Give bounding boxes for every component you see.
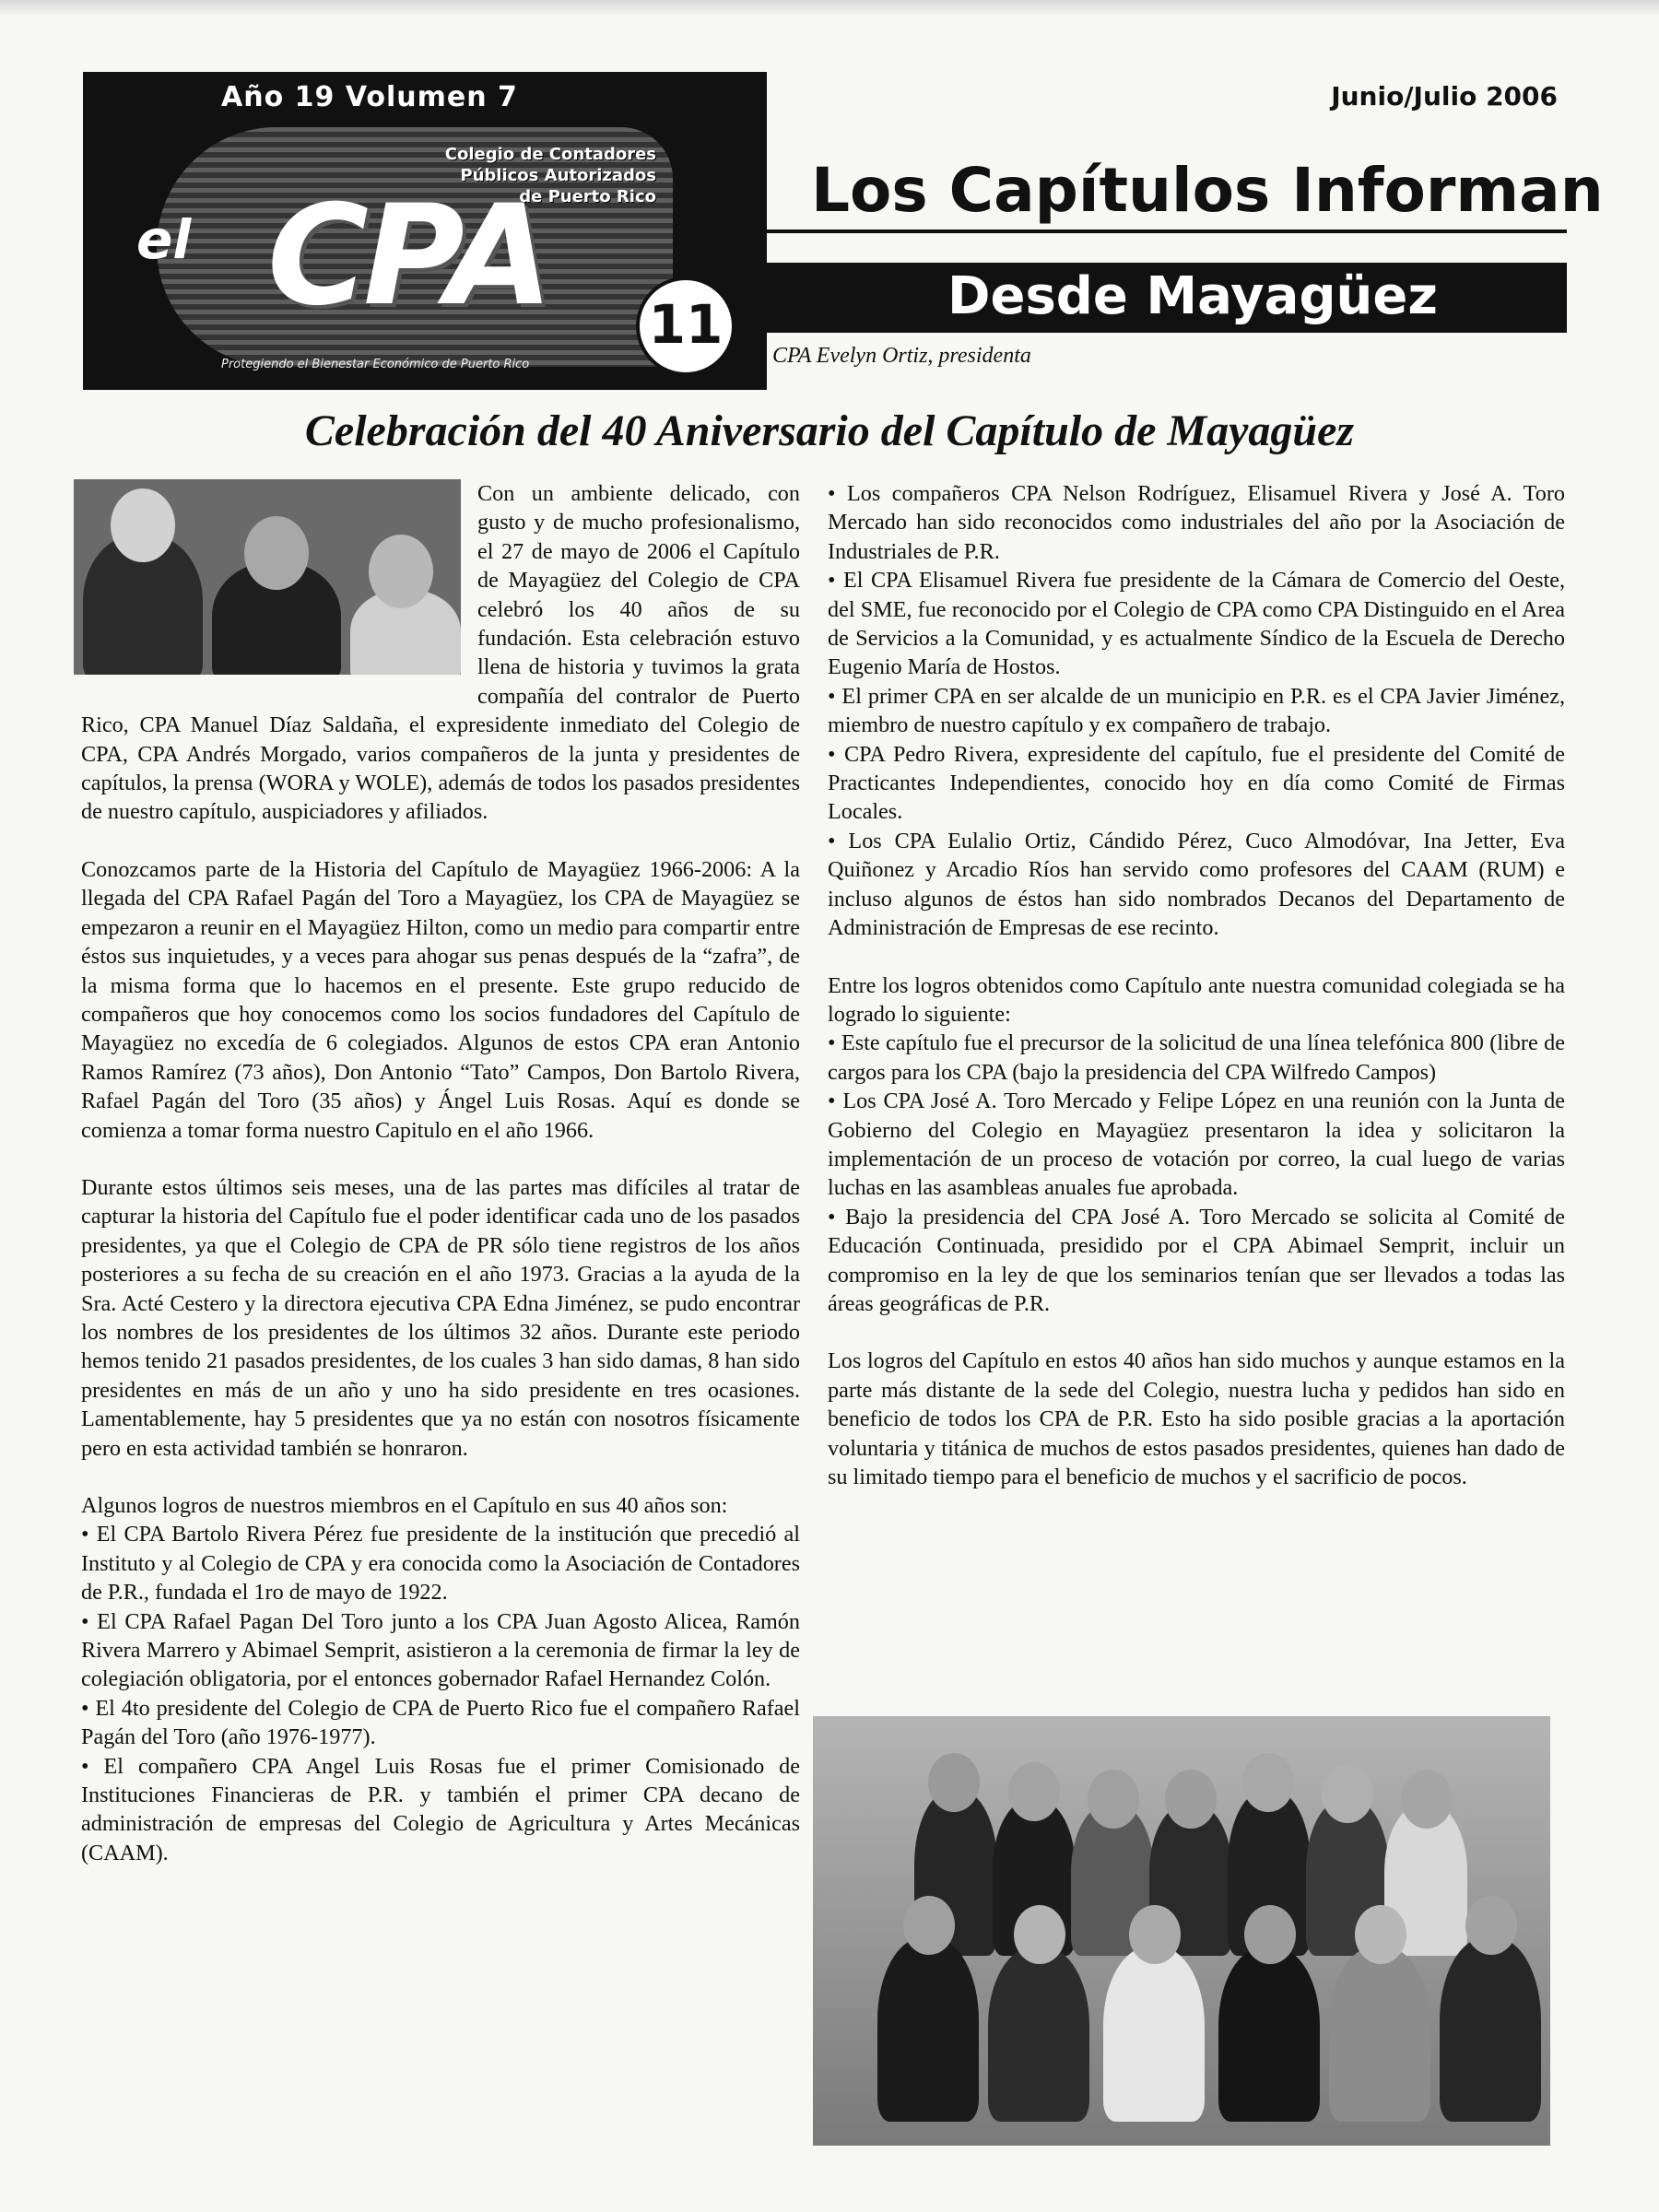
issue-label: Año 19 Volumen 7 (221, 81, 518, 113)
list-item: • El compañero CPA Angel Luis Rosas fue el primer Comisionado de Instituciones Financieras de P.R. y también el primer CPA decano de administración de empresas del Colegio de Agricultura y Artes Mecánicas (CAAM). (81, 1753, 800, 1865)
closing-paragraph: Los logros del Capítulo en estos 40 años han sido muchos y aunque estamos en la parte más distante de la sede del Colegio, nuestra lucha y pedidos han sido en beneficio de todos los CPA de P.R. Esto ha sido posible gracias a la aportación voluntaria y titánica de muchos de estos pasados presidentes, quienes han dado de su limitado tiempo para el beneficio de muchos y el sacrificio de pocos. (828, 1348, 1565, 1489)
paragraph: Con un ambiente delicado, con gusto y de mucho profesionalismo, el 27 de mayo de 2006 el Capítulo de Mayagüez del Colegio de CPA celebró los 40 años de su fundación. Esta celebración estuvo llena de historia y tuvimos la grata compañía del contralor de Puerto Rico, CPA Manuel Díaz Saldaña, el expresidente inmediato del Colegio de CPA, CPA Andrés Morgado, varios compañeros de la junta y presidentes de capítulos, la prensa (WORA y WOLE), además de todos los pasados presidentes de nuestro capítulo, auspiciadores y afiliados. (81, 481, 800, 825)
person-figure (1329, 1947, 1430, 2122)
person-head (1244, 1905, 1296, 1964)
logo-el: el (136, 208, 192, 271)
title-rule (765, 229, 1567, 233)
person-head (928, 1753, 980, 1812)
person-head (1129, 1905, 1181, 1964)
list-intro: Algunos logros de nuestros miembros en el Capítulo en sus 40 años son: (81, 1493, 728, 1518)
chapter-title: Desde Mayagüez (947, 266, 1438, 326)
list-item: • El 4to presidente del Colegio de CPA de Puerto Rico fue el compañero Rafael Pagán del Toro (año 1976-1977). (81, 1695, 800, 1750)
logo-org-line: Colegio de Contadores (444, 145, 656, 164)
person-figure (1103, 1947, 1205, 2122)
article-headline: Celebración del 40 Aniversario del Capítulo de Mayagüez (304, 406, 1355, 455)
paragraph: Conozcamos parte de la Historia del Capítulo de Mayagüez 1966-2006: A la llegada del CPA Rafael Pagán del Toro a Mayagüez, los CPA de Mayagüez se empezaron a reunir en el Mayagüez Hilton, como un medio para compartir entre éstos sus inquietudes, y a veces para ahogar sus penas después de la “zafra”, de la misma forma que lo hacemos en el presente. Este grupo reducido de compañeros que hoy conocemos como los socios fundadores del Capítulo de Mayagüez no excedía de 6 colegiados. Algunos de estos CPA eran Antonio Ramos Ramírez (73 años), Don Antonio “Tato” Campos, Don Bartolo Rivera, Rafael Pagán del Toro (35 años) y Ángel Luis Rosas. Aquí es donde se comienza a tomar forma nuestro Capitulo en el año 1966. (81, 856, 800, 1143)
chapter-bar (763, 263, 1567, 333)
person-head (1014, 1905, 1065, 1964)
list-item: • Bajo la presidencia del CPA José A. Toro Mercado se solicita al Comité de Educación Continuada, presidido por el CPA Abimael Semprit, incluir un compromiso en la ley de que los seminarios tenían que ser llevados a todas las áreas geográficas de P.R. (828, 1204, 1565, 1316)
list-item: • Los CPA Eulalio Ortiz, Cándido Pérez, Cuco Almodóvar, Ina Jetter, Eva Quiñonez y Arcadio Ríos han servido como profesores del CAAM (RUM) e incluso algunos de éstos han sido nombrados Decanos del Departamento de Administración de Empresas de ese recinto. (828, 828, 1565, 941)
logo-cpa: CPA (267, 176, 548, 336)
list-item: • El CPA Rafael Pagan Del Toro junto a los CPA Juan Agosto Alicea, Ramón Rivera Marrero y Abimael Semprit, asistieron a la ceremonia de firmar la ley de colegiación obligatoria, por el entonces gobernador Rafael Hernandez Colón. (81, 1608, 800, 1692)
person-head (1355, 1905, 1406, 1964)
page-number-badge: 11 (636, 276, 735, 376)
group-photo (813, 1716, 1550, 2146)
person-head (1165, 1770, 1217, 1829)
person-figure (1440, 1937, 1541, 2122)
person-head (369, 535, 433, 608)
person-head (1242, 1753, 1294, 1812)
list-item: • Este capítulo fue el precursor de la solicitud de una línea telefónica 800 (libre de cargos para los CPA (bajo la presidencia del CPA Wilfredo Campos) (828, 1030, 1565, 1085)
person-figure (1218, 1947, 1320, 2122)
list-item: • El CPA Elisamuel Rivera fue presidente de la Cámara de Comercio del Oeste, del SME, fue reconocido por el Colegio de CPA como CPA Distinguido en el Area de Servicios a la Comunidad, y es actualmente Síndico de la Escuela de Derecho Eugenio María de Hostos. (828, 568, 1565, 680)
person-head (1008, 1762, 1060, 1821)
logo-org-line: de Puerto Rico (519, 187, 656, 206)
person-head (1088, 1770, 1139, 1829)
person-head (1401, 1770, 1453, 1829)
list-item: • Los compañeros CPA Nelson Rodríguez, Elisamuel Rivera y José A. Toro Mercado han sido reconocidos como industriales del año por la Asociación de Industriales de P.R. (828, 481, 1565, 564)
left-column (81, 479, 800, 1867)
person-head (1322, 1764, 1373, 1823)
logo-org-line: Públicos Autorizados (460, 166, 656, 185)
person-head (903, 1896, 955, 1955)
list-intro: Entre los logros obtenidos como Capítulo ante nuestra comunidad colegiada se ha logrado lo siguiente: (828, 972, 1565, 1027)
person-head (111, 488, 175, 562)
person-head (244, 516, 309, 590)
paragraph: Durante estos últimos seis meses, una de las partes mas difíciles al tratar de capturar la historia del Capítulo fue el poder identificar cada uno de los pasados presidentes, ya que el Colegio de CPA de PR sólo tiene registros de los años posteriores a su fecha de su creación en el año 1973. Gracias a la ayuda de la Sra. Acté Cestero y la directora ejecutiva CPA Edna Jiménez, se pudo encontrar los nombres de los presidentes de los últimos 32 años. Durante este periodo hemos tenido 21 pasados presidentes, de los cuales 3 han sido damas, 8 han sido presidentes en más de un año y uno ha sido presidente en tres ocasiones. Lamentablemente, hay 5 presidentes que ya no están con nosotros físicamente pero en esta actividad también se honraron. (81, 1174, 800, 1461)
list-item: • El primer CPA en ser alcalde de un municipio en P.R. es el CPA Javier Jiménez, miembro de nuestro capítulo y ex compañero de trabajo. (828, 683, 1565, 738)
section-title: Los Capítulos Informan (811, 155, 1604, 226)
list-item: • El CPA Bartolo Rivera Pérez fue presidente de la institución que precedió al Instituto y al Colegio de CPA y era conocida como la Asociación de Contadores de P.R., fundada el 1ro de mayo de 1922. (81, 1522, 800, 1606)
scan-edge (0, 0, 1659, 17)
person-figure (877, 1937, 979, 2122)
list-item: • CPA Pedro Rivera, expresidente del capítulo, fue el presidente del Comité de Practicantes Independientes, conocido hoy en día como Comité de Firmas Locales. (828, 741, 1565, 825)
byline: CPA Evelyn Ortiz, presidenta (772, 344, 1031, 368)
list-item: • Los CPA José A. Toro Mercado y Felipe López en una reunión con la Junta de Gobierno del Colegio en Mayagüez presentaron la idea y solicitaron la implementación de un proceso de votación por correo, la cual luego de varias luchas en las asambleas anuales fue aprobada. (828, 1088, 1565, 1201)
right-column (828, 479, 1565, 1520)
person-figure (988, 1947, 1089, 2122)
photo-three-people (74, 479, 461, 675)
person-head (1465, 1896, 1517, 1955)
issue-date: Junio/Julio 2006 (1331, 81, 1558, 112)
logo-tagline: Protegiendo el Bienestar Económico de Puerto Rico (221, 358, 530, 371)
